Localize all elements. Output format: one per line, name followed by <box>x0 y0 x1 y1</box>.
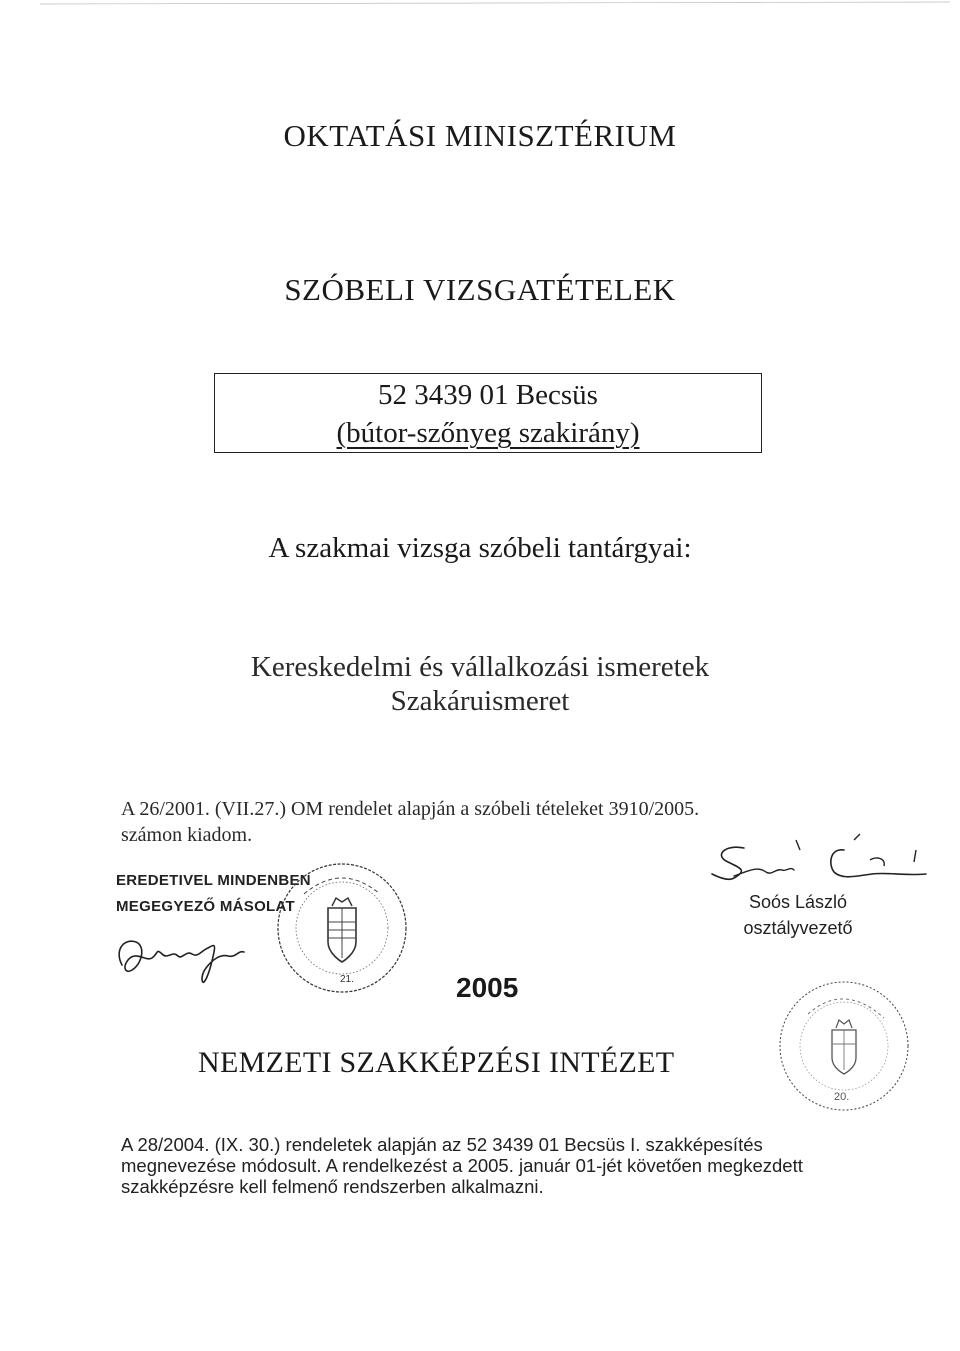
certification-stamp-line: MEGEGYEZŐ MÁSOLAT <box>116 898 295 915</box>
certifier-signature <box>112 920 252 990</box>
decree-line: A 26/2001. (VII.27.) OM rendelet alapján a szóbeli tételeket 3910/2005. <box>121 798 700 820</box>
official-seal-left <box>272 858 412 998</box>
issue-year: 2005 <box>456 972 519 1003</box>
footnote <box>121 1134 869 1197</box>
official-seal-right <box>772 974 916 1118</box>
signatory-signature <box>704 830 930 890</box>
footnote-line: szakképzésre kell felmenő rendszerben alkalmazni. <box>121 1176 544 1197</box>
footnote-line: A 28/2004. (IX. 30.) rendeletek alapján az 52 3439 01 Becsüs I. szakképesítés <box>121 1134 763 1155</box>
institute-name: NEMZETI SZAKKÉPZÉSI INTÉZET <box>198 1046 675 1079</box>
decree-line: számon kiadom. <box>121 824 253 846</box>
signatory-name: Soós László <box>748 892 848 912</box>
svg-text:21.: 21. <box>340 974 354 985</box>
footnote-line: megnevezése módosult. A rendelkezést a 2005. január 01-jét követően megkezdett <box>121 1155 803 1176</box>
qualification-code: 52 3439 01 Becsüs <box>378 379 598 411</box>
subjects-heading: A szakmai vizsga szóbeli tantárgyai: <box>268 532 692 564</box>
qualification-box <box>214 373 762 453</box>
qualification-branch: (bútor-szőnyeg szakirány) <box>336 417 640 449</box>
certification-stamp-line: EREDETIVEL MINDENBEN <box>116 872 311 889</box>
scan-edge-line <box>0 0 960 10</box>
subject-item: Szakáruismeret <box>390 685 570 717</box>
signatory-title: osztályvezető <box>743 918 853 938</box>
subject-item: Kereskedelmi és vállalkozási ismeretek <box>250 651 710 683</box>
svg-text:20.: 20. <box>834 1091 850 1103</box>
ministry-title: OKTATÁSI MINISZTÉRIUM <box>283 118 677 153</box>
exam-title: SZÓBELI VIZSGATÉTELEK <box>284 272 676 307</box>
